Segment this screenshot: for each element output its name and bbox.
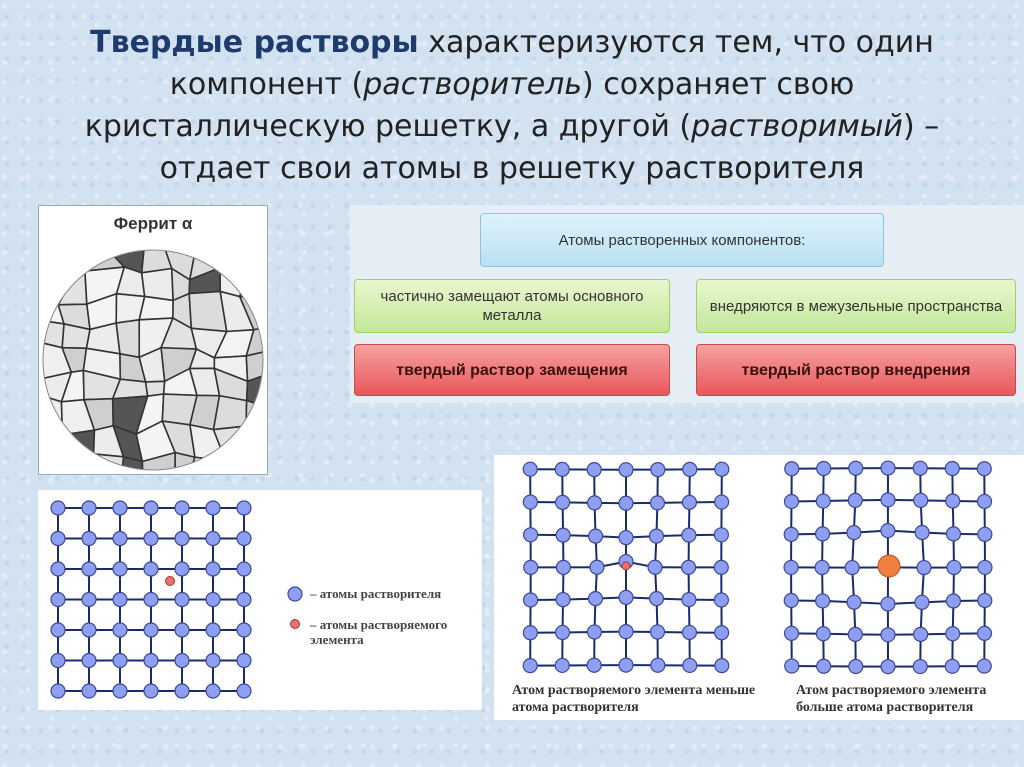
slide-title <box>30 22 994 190</box>
solvent-atom <box>206 501 220 515</box>
solvent-atom <box>881 461 895 475</box>
solvent-atom <box>845 561 859 575</box>
ferrite-grain <box>116 320 139 358</box>
ferrite-grain <box>40 321 64 348</box>
caption-larger-atom: Атом растворяемого элемента больше атома растворителя <box>796 683 987 715</box>
solvent-atom <box>237 501 251 515</box>
solvent-atom <box>946 494 960 508</box>
solvent-atom <box>523 495 537 509</box>
solvent-atom <box>82 654 96 668</box>
substitution-condition: частично замещают атомы основного металла <box>354 279 670 333</box>
solvent-atom <box>237 654 251 668</box>
solvent-atom <box>946 627 960 641</box>
solvent-atom <box>881 597 895 611</box>
title-highlight: Твердые растворы <box>90 25 419 60</box>
solvent-atom <box>913 660 927 674</box>
solvent-atom <box>51 562 65 576</box>
legend-solute-atom <box>291 620 300 629</box>
solvent-atom <box>881 628 895 642</box>
solvent-atom <box>682 528 696 542</box>
ferrite-grain <box>220 461 249 474</box>
small-solute-atom <box>622 562 630 570</box>
legend-solvent: – атомы растворителя <box>310 586 442 601</box>
ferrite-grain <box>139 296 173 319</box>
solvent-atom <box>815 560 829 574</box>
solvent-atom <box>113 654 127 668</box>
ferrite-grain <box>246 401 267 435</box>
solvent-atom <box>144 684 158 698</box>
solvent-atom <box>619 496 633 510</box>
solvent-atom <box>82 562 96 576</box>
ferrite-grain <box>246 426 267 462</box>
solvent-atom <box>113 501 127 515</box>
solvent-atom <box>682 625 696 639</box>
solvent-atom <box>946 527 960 541</box>
ferrite-micrograph-panel <box>38 205 268 475</box>
solvent-atom <box>914 627 928 641</box>
solvent-atom <box>523 659 537 673</box>
solvent-atom <box>683 462 697 476</box>
ferrite-grain <box>248 246 267 276</box>
solvent-atom <box>556 625 570 639</box>
ferrite-grain <box>142 268 173 300</box>
ferrite-micrograph <box>39 246 267 474</box>
substitution-solution: твердый раствор замещения <box>354 344 670 396</box>
ferrite-grain <box>39 246 72 280</box>
ferrite-grain <box>93 454 123 474</box>
title-text-2: ) сохраняет свою кристаллическую решетку, а другой ( <box>84 67 855 144</box>
solvent-atom <box>977 626 991 640</box>
solvent-atom <box>619 463 633 477</box>
solvent-atom <box>237 593 251 607</box>
solvent-atom <box>881 493 895 507</box>
solvent-atom <box>82 501 96 515</box>
solvent-atom <box>113 623 127 637</box>
solvent-atom <box>881 660 895 674</box>
solvent-atom <box>588 496 602 510</box>
scheme-header: Атомы растворенных компонентов: <box>480 213 884 267</box>
solvent-atom <box>555 462 569 476</box>
solvent-atom <box>82 623 96 637</box>
title-soluble: растворимый <box>691 109 903 144</box>
solvent-atom <box>51 532 65 546</box>
solvent-atom <box>978 494 992 508</box>
solvent-atom <box>651 658 665 672</box>
title-text-1: характеризуются тем, что один компонент ( <box>169 25 934 102</box>
ferrite-grain <box>39 432 62 461</box>
solvent-atom <box>144 623 158 637</box>
solvent-atom <box>237 623 251 637</box>
solvent-atom <box>715 626 729 640</box>
solvent-atom <box>51 501 65 515</box>
solvent-atom <box>648 560 662 574</box>
solvent-atom <box>587 625 601 639</box>
solvent-atom <box>682 593 696 607</box>
ferrite-grain <box>220 246 250 269</box>
solvent-atom <box>714 593 728 607</box>
solvent-atom <box>817 659 831 673</box>
solvent-atom <box>206 532 220 546</box>
solvent-atom <box>555 658 569 672</box>
lattice-distortion-panel <box>494 455 1024 720</box>
solvent-atom <box>619 658 633 672</box>
solvent-atom <box>715 495 729 509</box>
solvent-atom <box>144 593 158 607</box>
solvent-atom <box>785 659 799 673</box>
solvent-atom <box>113 532 127 546</box>
solvent-atom <box>816 594 830 608</box>
legend-solvent-atom <box>288 587 302 601</box>
solvent-atom <box>714 528 728 542</box>
ferrite-grain <box>248 459 267 474</box>
solvent-atom <box>651 463 665 477</box>
classification-scheme <box>350 205 1024 403</box>
solvent-atom <box>816 494 830 508</box>
solvent-atom <box>113 684 127 698</box>
solvent-atom <box>945 659 959 673</box>
interstitial-condition: внедряются в межузельные пространства <box>696 279 1016 333</box>
solvent-atom <box>848 627 862 641</box>
solvent-atom <box>978 527 992 541</box>
solvent-atom <box>650 592 664 606</box>
solvent-atom <box>144 501 158 515</box>
solvent-atom <box>978 593 992 607</box>
solvent-atom <box>237 562 251 576</box>
solvent-atom <box>714 560 728 574</box>
solvent-atom <box>947 560 961 574</box>
solvent-atom <box>715 659 729 673</box>
solvent-atom <box>175 593 189 607</box>
solvent-atom <box>524 560 538 574</box>
solvent-atom <box>589 529 603 543</box>
solvent-atom <box>913 461 927 475</box>
ferrite-grain <box>213 426 247 462</box>
ferrite-grain <box>59 454 94 474</box>
solvent-atom <box>237 684 251 698</box>
solvent-atom <box>848 493 862 507</box>
legend-solute: – атомы растворяемого элемента <box>310 617 448 647</box>
solute-atom <box>166 577 175 586</box>
solvent-atom <box>144 562 158 576</box>
interstitial-solution: твердый раствор внедрения <box>696 344 1016 396</box>
solvent-atom <box>816 527 830 541</box>
solvent-atom <box>175 654 189 668</box>
solvent-atom <box>682 495 696 509</box>
solvent-atom <box>556 528 570 542</box>
solvent-atom <box>847 526 861 540</box>
solvent-atom <box>175 623 189 637</box>
solvent-atom <box>82 532 96 546</box>
solvent-atom <box>206 562 220 576</box>
ferrite-grain <box>188 457 226 474</box>
solvent-atom <box>82 593 96 607</box>
solvent-atom <box>51 684 65 698</box>
solvent-atom <box>977 659 991 673</box>
solvent-atom <box>816 627 830 641</box>
solvent-atom <box>556 560 570 574</box>
solvent-atom <box>144 654 158 668</box>
ferrite-label: Феррит α <box>113 214 193 233</box>
solvent-atom <box>945 461 959 475</box>
solvent-atom <box>588 592 602 606</box>
solvent-atom <box>847 595 861 609</box>
solvent-atom <box>175 684 189 698</box>
solvent-atom <box>649 529 663 543</box>
solvent-atom <box>682 560 696 574</box>
solvent-atom <box>619 625 633 639</box>
solvent-atom <box>946 594 960 608</box>
solvent-atom <box>524 593 538 607</box>
solvent-atom <box>51 623 65 637</box>
solvent-atom <box>237 532 251 546</box>
solvent-atom <box>619 590 633 604</box>
solvent-atom <box>590 560 604 574</box>
solvent-atom <box>683 658 697 672</box>
solvent-atom <box>784 560 798 574</box>
solvent-atom <box>784 593 798 607</box>
solvent-atom <box>650 496 664 510</box>
solvent-atom <box>587 463 601 477</box>
solvent-atom <box>917 561 931 575</box>
solvent-atom <box>784 527 798 541</box>
ferrite-grain <box>59 430 95 460</box>
solvent-atom <box>556 593 570 607</box>
solvent-atom <box>977 462 991 476</box>
solvent-atom <box>175 532 189 546</box>
solvent-atom <box>881 524 895 538</box>
solvent-atom <box>978 560 992 574</box>
solvent-atom <box>113 593 127 607</box>
lattice-legend-panel <box>38 490 482 710</box>
solvent-atom <box>206 684 220 698</box>
solvent-atom <box>849 461 863 475</box>
solvent-atom <box>51 654 65 668</box>
solvent-atom <box>817 462 831 476</box>
solvent-atom <box>651 625 665 639</box>
solvent-atom <box>915 595 929 609</box>
large-solute-atom <box>878 555 900 577</box>
solvent-atom <box>785 462 799 476</box>
solvent-atom <box>206 623 220 637</box>
lattice-diagram-distortion <box>494 455 1024 720</box>
solvent-atom <box>785 626 799 640</box>
solvent-atom <box>206 654 220 668</box>
solvent-atom <box>915 525 929 539</box>
solvent-atom <box>113 562 127 576</box>
solvent-atom <box>51 593 65 607</box>
solvent-atom <box>523 626 537 640</box>
solvent-atom <box>175 562 189 576</box>
solvent-atom <box>144 532 158 546</box>
solvent-atom <box>587 658 601 672</box>
ferrite-grain <box>39 453 73 474</box>
ferrite-grain <box>240 269 267 300</box>
title-text-3: ) – отдает свои атомы в решетку растворителя <box>159 109 940 186</box>
caption-smaller-atom: Атом растворяемого элемента меньше атома растворителя <box>512 683 756 715</box>
solvent-atom <box>784 494 798 508</box>
solvent-atom <box>175 501 189 515</box>
solvent-atom <box>556 495 570 509</box>
solvent-atom <box>82 684 96 698</box>
solvent-atom <box>914 493 928 507</box>
solvent-atom <box>206 593 220 607</box>
solvent-atom <box>715 462 729 476</box>
solvent-atom <box>849 660 863 674</box>
solvent-atom <box>523 462 537 476</box>
title-solvent: растворитель <box>363 67 583 102</box>
solvent-atom <box>619 531 633 545</box>
solvent-atom <box>524 528 538 542</box>
